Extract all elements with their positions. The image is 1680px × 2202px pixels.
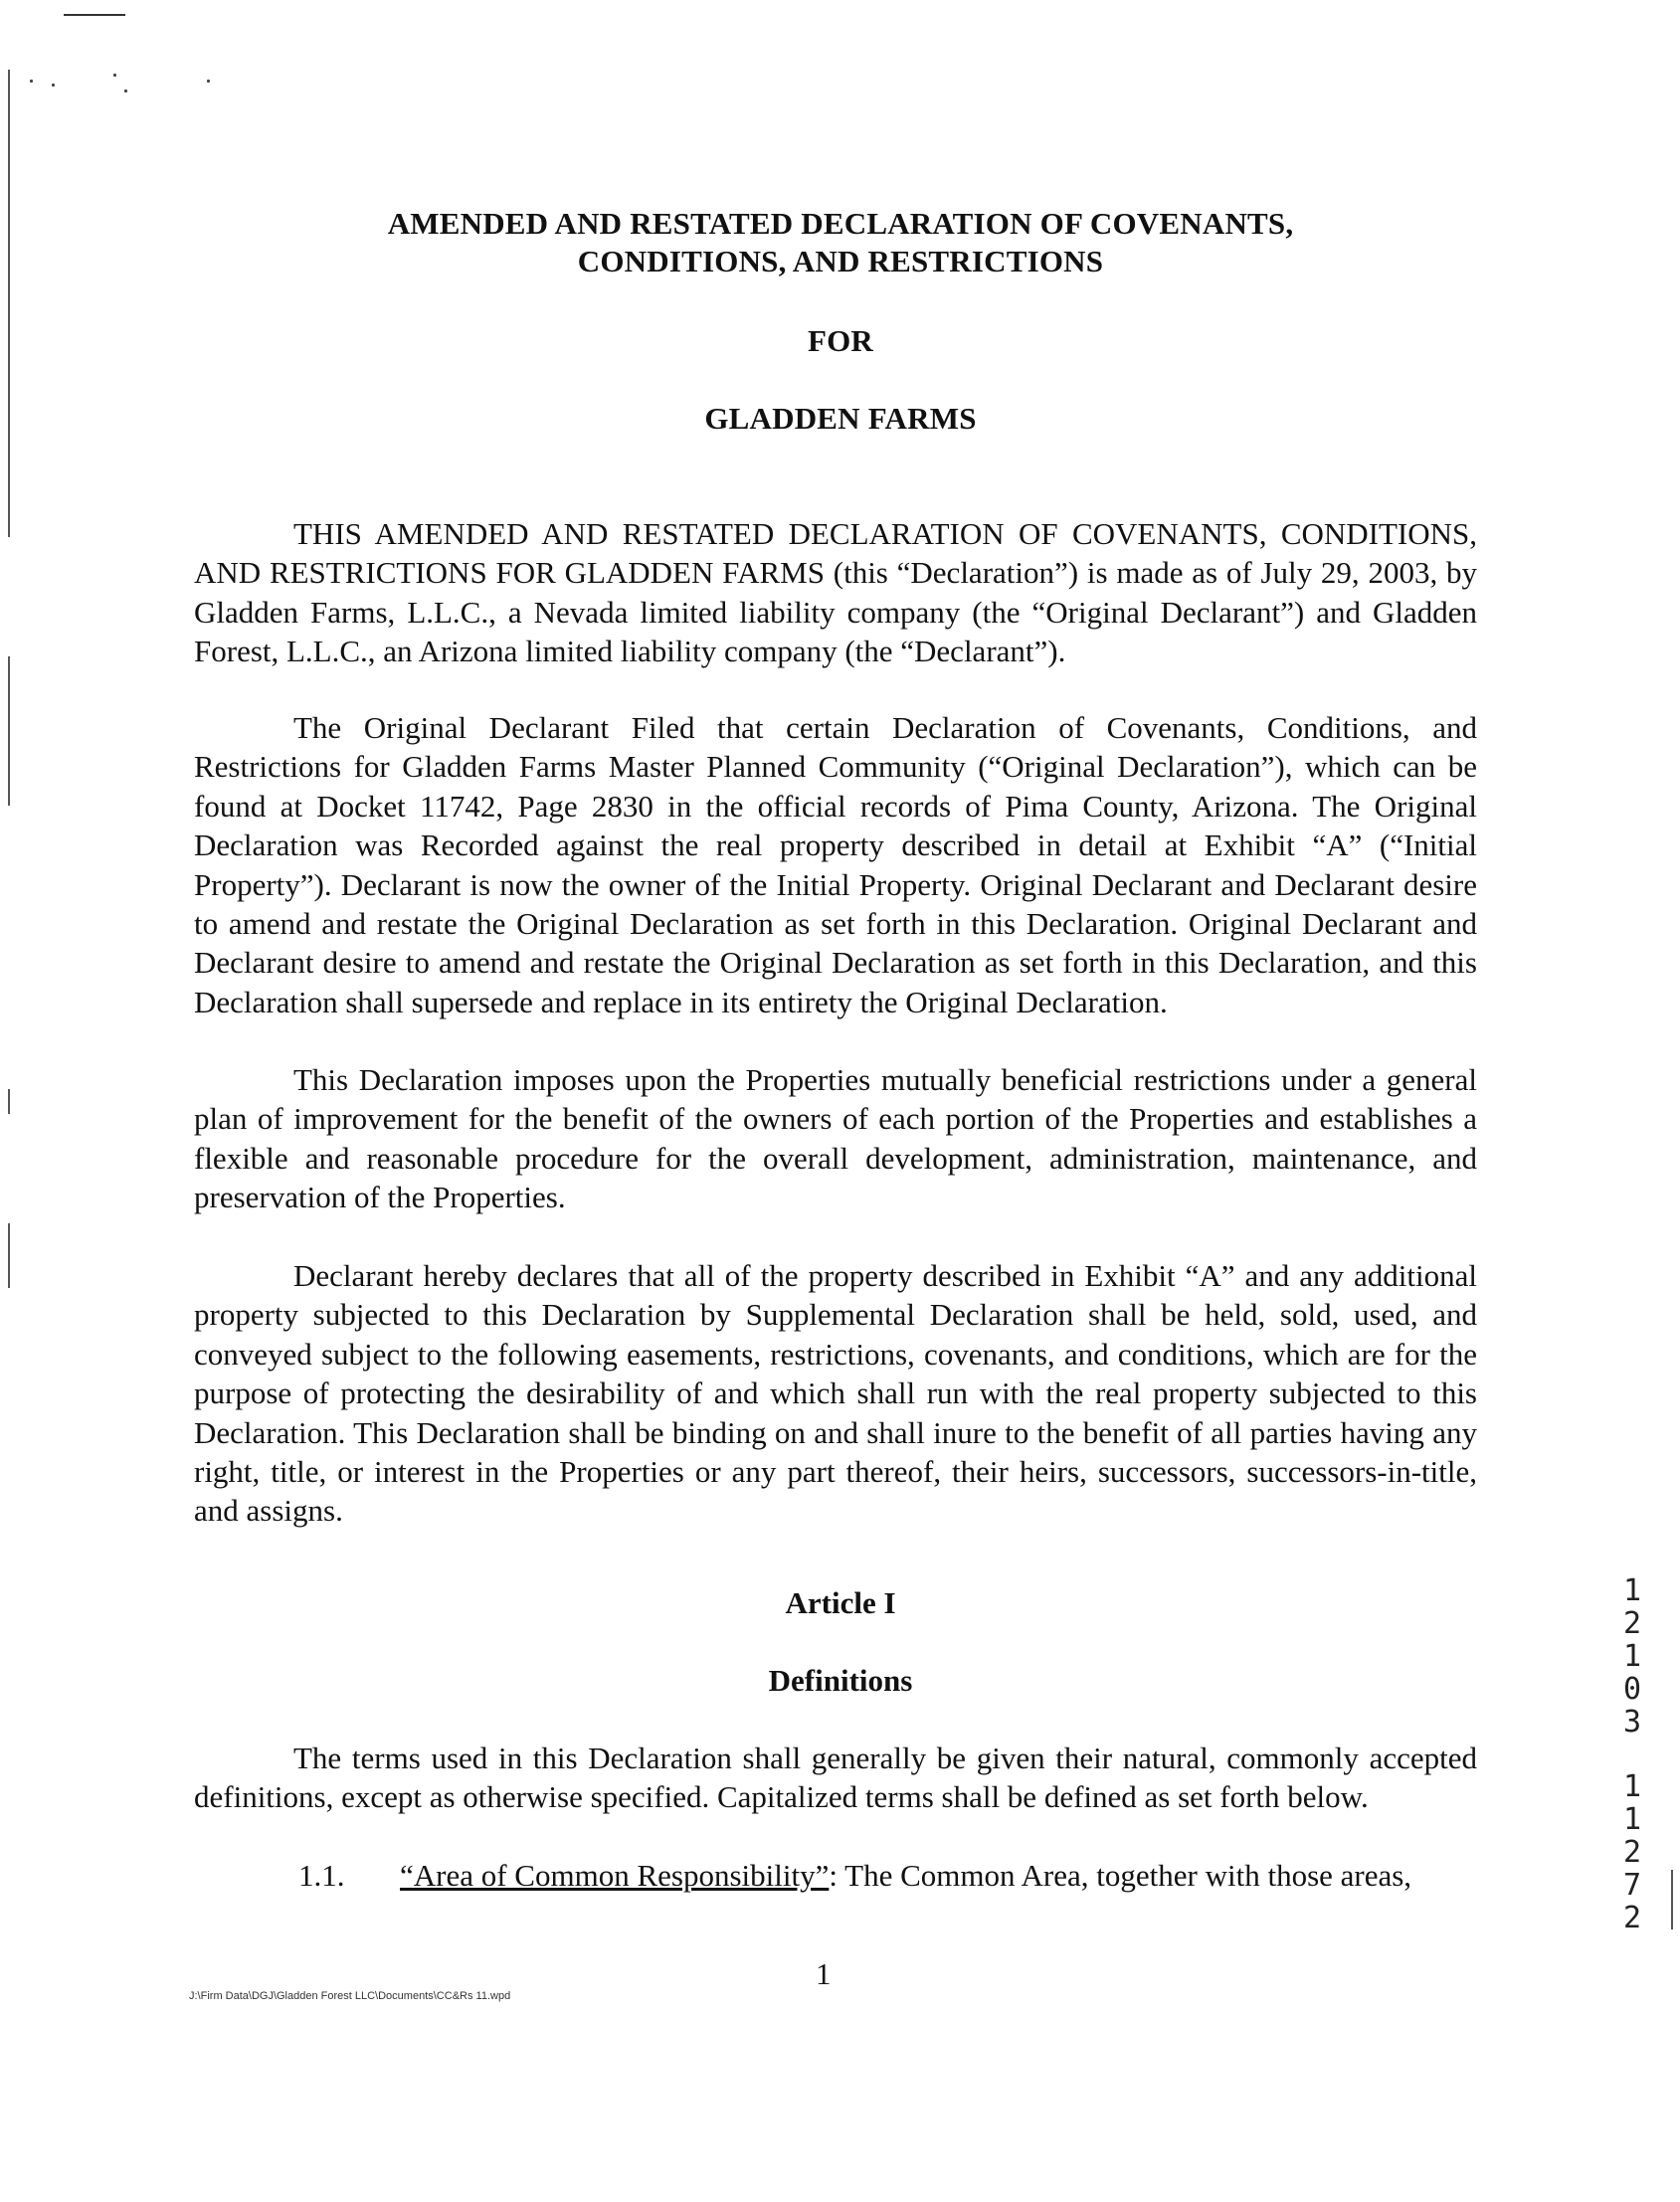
scan-speck [52, 84, 55, 87]
definition-text: : The Common Area, together with those areas, [829, 1858, 1412, 1893]
scan-artifact-right-margin-line [1671, 1870, 1673, 1929]
article-title: Definitions [768, 1663, 913, 1698]
declaration-paragraph: Declarant hereby declares that all of the property described in Exhibit “A” and any additional property subjected to this Declaration by Supplemental Declaration shall be held, sold, used, and conveyed subject to the following easements, restrictions, covenants, and conditions, which are for the purpose of protecting the desirability of and which shall run with the real property subjected to this Declaration. This Declaration shall be binding on and shall inure to the benefit of all parties having any right, title, or interest in the Properties or any part thereof, their heirs, successors, successors-in-title, and assigns. [194, 1258, 1477, 1529]
stamp-digit: 1 [1622, 1639, 1642, 1674]
article-number: Article I [785, 1585, 896, 1620]
scan-artifact-top-line [64, 14, 125, 16]
definitions-intro-paragraph: The terms used in this Declaration shall generally be given their natural, commonly accepted definitions, except as otherwise specified. Capitalized terms shall be defined as set forth below. [194, 1741, 1477, 1815]
stamp-digit: 1 [1622, 1769, 1642, 1804]
scan-artifact-left-margin-line-4 [8, 1223, 10, 1288]
scan-artifact-left-margin-line-3 [8, 1089, 10, 1114]
stamp-digit: 2 [1622, 1901, 1642, 1935]
stamp-digit: 3 [1622, 1705, 1642, 1740]
document-title-for: FOR [807, 323, 874, 358]
scan-artifact-left-margin-line [8, 70, 10, 537]
preamble-paragraph: THIS AMENDED AND RESTATED DECLARATION OF COVENANTS, CONDITIONS, AND RESTRICTIONS FOR GLADDEN FARMS (this “Declaration”) is made as of July 29, 2003, by Gladden Farms, L.L.C., a Nevada limited liability company (the “Original Declarant”) and Gladden Forest, L.L.C., an Arizona limited liability company (the “Declarant”). [194, 516, 1477, 669]
stamp-digit: 1 [1622, 1573, 1642, 1608]
document-title-name: GLADDEN FARMS [704, 401, 977, 436]
document-title-line-2: CONDITIONS, AND RESTRICTIONS [577, 244, 1104, 278]
scan-speck [30, 80, 33, 83]
recording-stamp-group-2 [1612, 1770, 1652, 1934]
purpose-paragraph: This Declaration imposes upon the Properties mutually beneficial restrictions under a general plan of improvement for the benefit of the owners of each portion of the Properties and establishes a flexible and reasonable procedure for the overall development, administration, maintenance, and preservation of the Properties. [194, 1062, 1477, 1215]
recording-stamp-group-1 [1612, 1574, 1652, 1739]
scan-speck [113, 74, 116, 77]
stamp-digit: 7 [1622, 1868, 1642, 1903]
scan-speck [207, 80, 210, 83]
footer-file-path: J:\Firm Data\DGJ\Gladden Forest LLC\Documents\CC&Rs 11.wpd [189, 1990, 511, 2002]
original-declaration-paragraph: The Original Declarant Filed that certain Declaration of Covenants, Conditions, and Restrictions for Gladden Farms Master Planned Community (“Original Declaration”), which can be found at Docket 11742, Page 2830 in the official records of Pima County, Arizona. The Original Declaration was Recorded against the real property described in detail at Exhibit “A” (“Initial Property”). Declarant is now the owner of the Initial Property. Original Declarant and Declarant desire to amend and restate the Original Declaration as set forth in this Declaration. Original Declarant and Declarant desire to amend and restate the Original Declaration as set forth in this Declaration, and this Declaration shall supersede and replace in its entirety the Original Declaration. [194, 710, 1477, 1019]
page-number: 1 [816, 1956, 832, 1991]
definition-term: “Area of Common Responsibility” [400, 1858, 830, 1893]
scan-artifact-left-margin-line-2 [8, 656, 10, 806]
document-title-line-1: AMENDED AND RESTATED DECLARATION OF COVENANTS, [387, 206, 1294, 241]
scan-speck [124, 90, 127, 92]
definition-1-1 [298, 1856, 1411, 1896]
stamp-digit: 2 [1622, 1606, 1642, 1641]
stamp-digit: 0 [1622, 1672, 1642, 1707]
stamp-digit: 2 [1622, 1835, 1642, 1870]
definition-number: 1.1. [298, 1858, 345, 1893]
stamp-digit: 1 [1622, 1802, 1642, 1837]
